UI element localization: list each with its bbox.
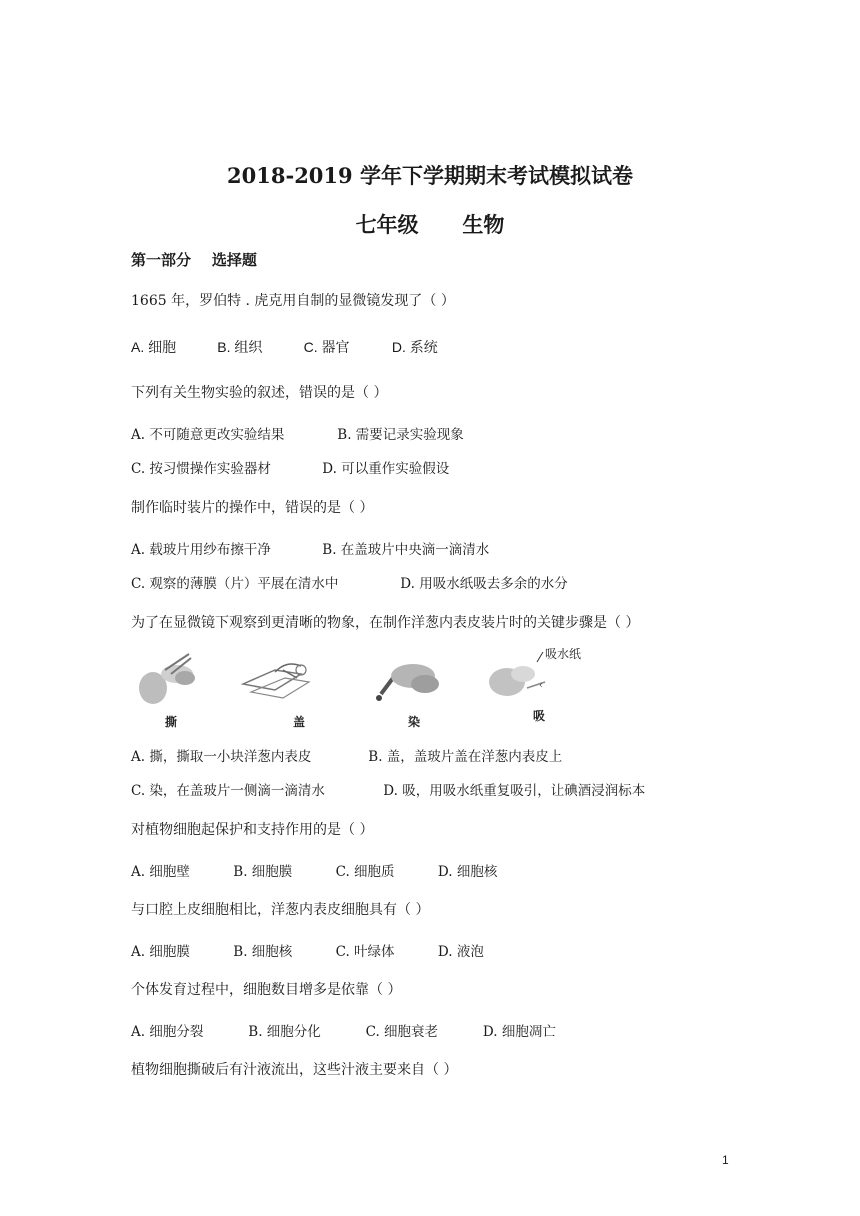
option-b[interactable]: B. 在盖玻片中央滴一滴清水 — [322, 542, 490, 558]
option-b[interactable]: B. 细胞膜 — [233, 864, 293, 880]
stain-step-illustration — [376, 664, 439, 701]
option-c[interactable]: C. 按习惯操作实验器材 — [131, 461, 271, 477]
option-d[interactable]: D. 液泡 — [437, 944, 484, 960]
option-d[interactable]: D. 可以重作实验假设 — [322, 461, 450, 477]
question-1: 1665 年，罗伯特 . 虎克用自制的显微镜发现了（ ） — [131, 293, 455, 309]
option-a[interactable]: A. 细胞分裂 — [131, 1024, 204, 1040]
tear-step-illustration — [139, 654, 195, 704]
option-c[interactable]: C. 叶绿体 — [335, 944, 395, 960]
page-title: 2018-2019 学年下学期期末考试模拟试卷 — [227, 163, 633, 188]
option-b[interactable]: B. 细胞分化 — [248, 1024, 321, 1040]
option-c[interactable]: C. 观察的薄膜（片）平展在清水中 — [131, 576, 339, 592]
figure-label-absorb: 吸 — [533, 709, 546, 723]
cover-step-illustration — [243, 664, 309, 698]
question-1-options — [131, 337, 438, 357]
option-c[interactable]: C. 细胞质 — [335, 864, 395, 880]
option-c[interactable]: C. 细胞衰老 — [365, 1024, 439, 1040]
question-3-options-row1 — [131, 538, 489, 558]
option-a[interactable]: A. 载玻片用纱布擦干净 — [131, 542, 271, 558]
option-d[interactable]: D. 细胞核 — [437, 864, 498, 880]
option-b[interactable]: B. 需要记录实验现象 — [337, 427, 464, 443]
question-6: 与口腔上皮细胞相比，洋葱内表皮细胞具有（ ） — [131, 902, 430, 918]
question-2-options-row2 — [131, 457, 449, 477]
question-4: 为了在显微镜下观察到更清晰的物象，在制作洋葱内表皮装片时的关键步骤是（ ） — [131, 615, 640, 631]
question-4-figure — [125, 648, 605, 730]
question-7-options — [131, 1020, 556, 1040]
question-4-options-row1 — [131, 745, 562, 765]
question-3-options-row2 — [131, 572, 568, 592]
option-b[interactable]: B. 细胞核 — [233, 944, 293, 960]
question-6-options — [131, 940, 484, 960]
option-d[interactable]: D. 吸，用吸水纸重复吸引，让碘酒浸润标本 — [383, 783, 646, 799]
question-3: 制作临时装片的操作中，错误的是（ ） — [131, 500, 374, 516]
page-number: 1 — [722, 1153, 729, 1167]
option-d[interactable]: D. 系统 — [391, 339, 438, 355]
figure-label-stain: 染 — [408, 715, 421, 729]
question-5-options — [131, 860, 497, 880]
option-a[interactable]: A. 细胞 — [131, 339, 177, 355]
question-5: 对植物细胞起保护和支持作用的是（ ） — [131, 822, 374, 838]
callout-label: 吸水纸 — [545, 648, 582, 661]
option-c[interactable]: C. 染，在盖玻片一侧滴一滴清水 — [131, 783, 325, 799]
option-a[interactable]: A. 撕，撕取一小块洋葱内表皮 — [131, 749, 312, 765]
question-8: 植物细胞撕破后有汁液流出，这些汁液主要来自（ ） — [131, 1062, 458, 1078]
question-7: 个体发育过程中，细胞数目增多是依靠（ ） — [131, 982, 402, 998]
arrow-glyph: ‹ — [539, 680, 543, 691]
figure-label-tear: 撕 — [165, 715, 178, 729]
option-c[interactable]: C. 器官 — [303, 339, 350, 355]
option-a[interactable]: A. 不可随意更改实验结果 — [131, 427, 285, 443]
option-d[interactable]: D. 用吸水纸吸去多余的水分 — [400, 576, 568, 592]
question-4-options-row2 — [131, 779, 645, 799]
figure-label-cover: 盖 — [293, 715, 306, 729]
option-a[interactable]: A. 细胞膜 — [131, 944, 190, 960]
question-2: 下列有关生物实验的叙述，错误的是（ ） — [131, 385, 388, 401]
page-subtitle: 七年级 生物 — [355, 212, 505, 237]
absorb-step-illustration — [489, 648, 581, 696]
option-b[interactable]: B. 组织 — [217, 339, 263, 355]
option-b[interactable]: B. 盖，盖玻片盖在洋葱内表皮上 — [368, 749, 563, 765]
option-d[interactable]: D. 细胞凋亡 — [482, 1024, 556, 1040]
section-heading: 第一部分 选择题 — [131, 251, 257, 269]
option-a[interactable]: A. 细胞壁 — [131, 864, 190, 880]
question-2-options-row1 — [131, 423, 464, 443]
